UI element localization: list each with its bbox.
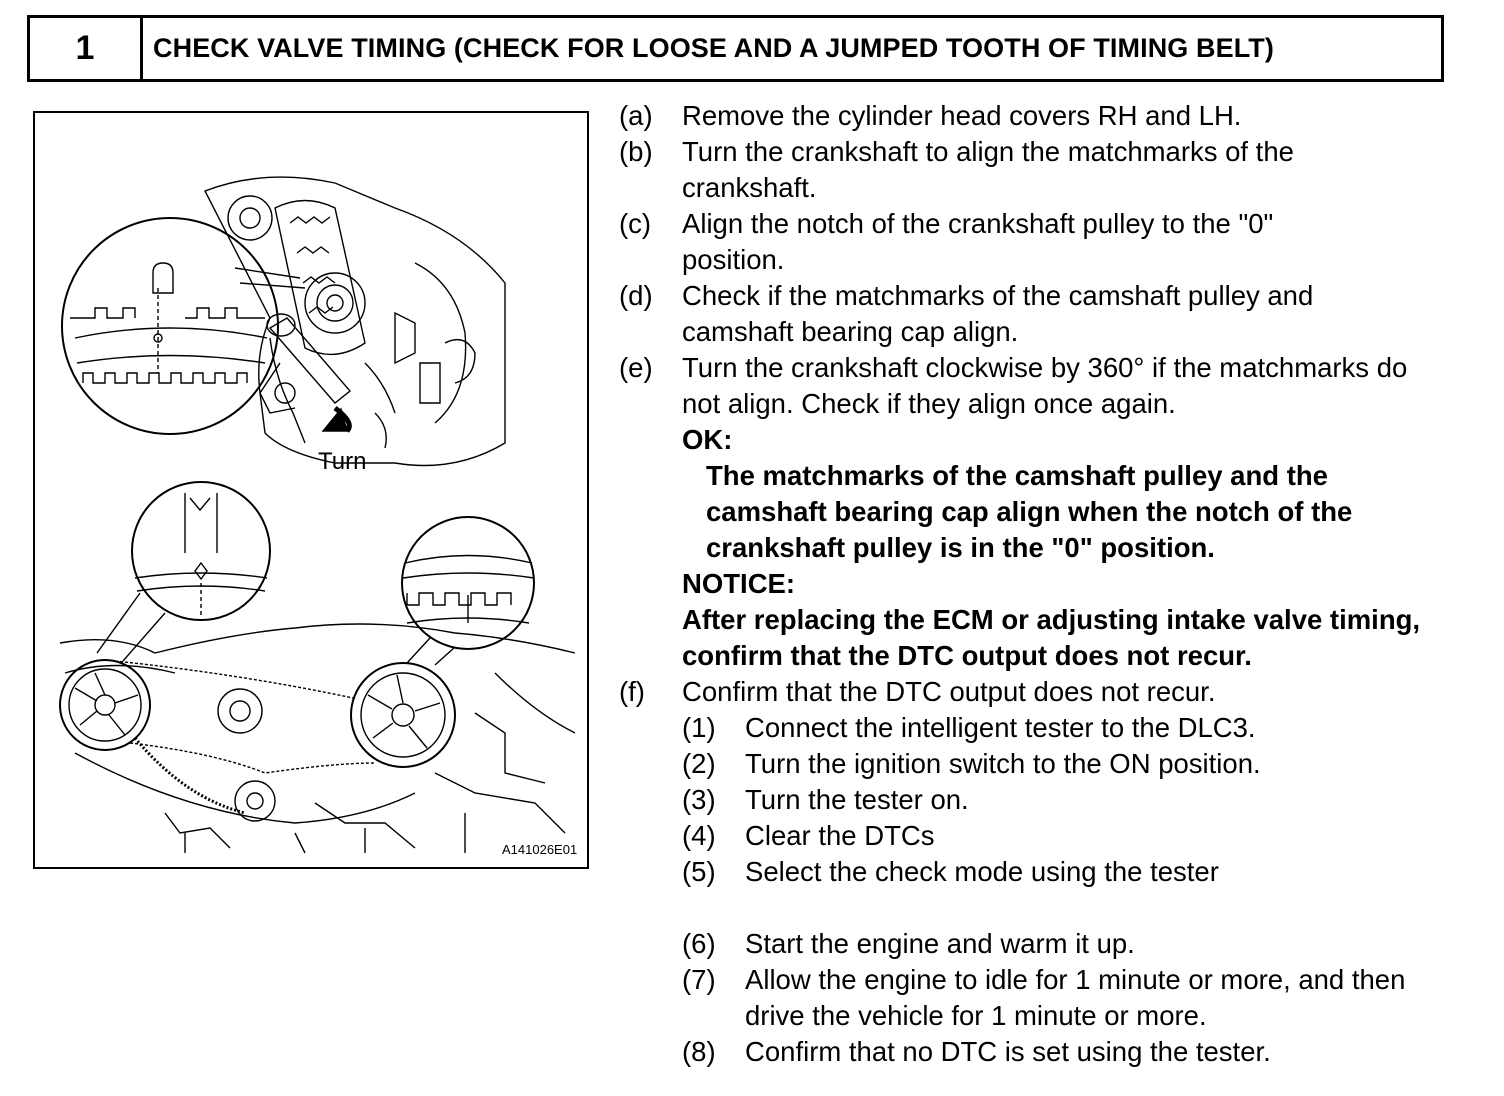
substep-text: Start the engine and warm it up. <box>745 928 1135 959</box>
notice-text: After replacing the ECM or adjusting intake valve timing, confirm that the DTC output does not recur. <box>682 604 1421 671</box>
substep-text: Connect the intelligent tester to the DLC3. <box>745 712 1256 743</box>
substep-label: (4) <box>682 820 716 851</box>
substep-8 <box>619 1034 1459 1070</box>
camshaft-area-drawing <box>60 482 575 853</box>
substep-text: Select the check mode using the tester <box>745 856 1219 887</box>
step-text: Turn the crankshaft to align the matchmarks of the crankshaft. <box>682 136 1294 203</box>
step-e <box>619 350 1459 422</box>
figure-code: A141026E01 <box>502 842 578 857</box>
substep-text: Allow the engine to idle for 1 minute or more, and then drive the vehicle for 1 minute or more. <box>745 964 1406 1031</box>
substep-6 <box>619 926 1459 962</box>
step-label: (c) <box>619 208 652 239</box>
substep-2 <box>619 746 1459 782</box>
notice-label: NOTICE: <box>682 568 796 599</box>
substep-label: (1) <box>682 712 716 743</box>
turn-label: Turn <box>318 448 367 475</box>
step-text: Check if the matchmarks of the camshaft pulley and camshaft bearing cap align. <box>682 280 1314 347</box>
step-label: (a) <box>619 100 653 131</box>
substep-label: (7) <box>682 964 716 995</box>
substep-label: (2) <box>682 748 716 779</box>
step-number: 1 <box>30 18 143 79</box>
substep-7 <box>619 962 1459 1034</box>
substep-label: (5) <box>682 856 716 887</box>
step-c <box>619 206 1459 278</box>
substep-1 <box>619 710 1459 746</box>
step-label: (d) <box>619 280 653 311</box>
ok-text: The matchmarks of the camshaft pulley and the camshaft bearing cap align when the notch of the crankshaft pulley is in the "0" position. <box>706 460 1353 563</box>
ok-label: OK: <box>682 424 733 455</box>
substep-label: (3) <box>682 784 716 815</box>
substep-text: Turn the ignition switch to the ON position. <box>745 748 1261 779</box>
substep-label: (8) <box>682 1036 716 1067</box>
procedure-text <box>619 98 1459 1070</box>
substep-5 <box>619 854 1459 890</box>
step-d <box>619 278 1459 350</box>
step-label: (f) <box>619 676 645 707</box>
substep-text: Turn the tester on. <box>745 784 969 815</box>
step-a <box>619 98 1459 134</box>
step-text: Confirm that the DTC output does not recur. <box>682 676 1216 707</box>
timing-belt-illustration <box>33 111 589 869</box>
substep-text: Confirm that no DTC is set using the tester. <box>745 1036 1271 1067</box>
step-text: Remove the cylinder head covers RH and LH. <box>682 100 1242 131</box>
substep-label: (6) <box>682 928 716 959</box>
step-b <box>619 134 1459 206</box>
step-header <box>27 15 1444 82</box>
step-title: CHECK VALVE TIMING (CHECK FOR LOOSE AND A JUMPED TOOTH OF TIMING BELT) <box>153 33 1274 63</box>
step-text: Turn the crankshaft clockwise by 360° if the matchmarks do not align. Check if they align once again. <box>682 352 1408 419</box>
crankshaft-area-drawing <box>62 177 505 465</box>
step-f <box>619 674 1459 710</box>
spacer <box>619 890 1459 926</box>
substep-text: Clear the DTCs <box>745 820 935 851</box>
step-label: (e) <box>619 352 653 383</box>
step-text: Align the notch of the crankshaft pulley to the "0" position. <box>682 208 1274 275</box>
substep-4 <box>619 818 1459 854</box>
step-label: (b) <box>619 136 653 167</box>
substep-3 <box>619 782 1459 818</box>
